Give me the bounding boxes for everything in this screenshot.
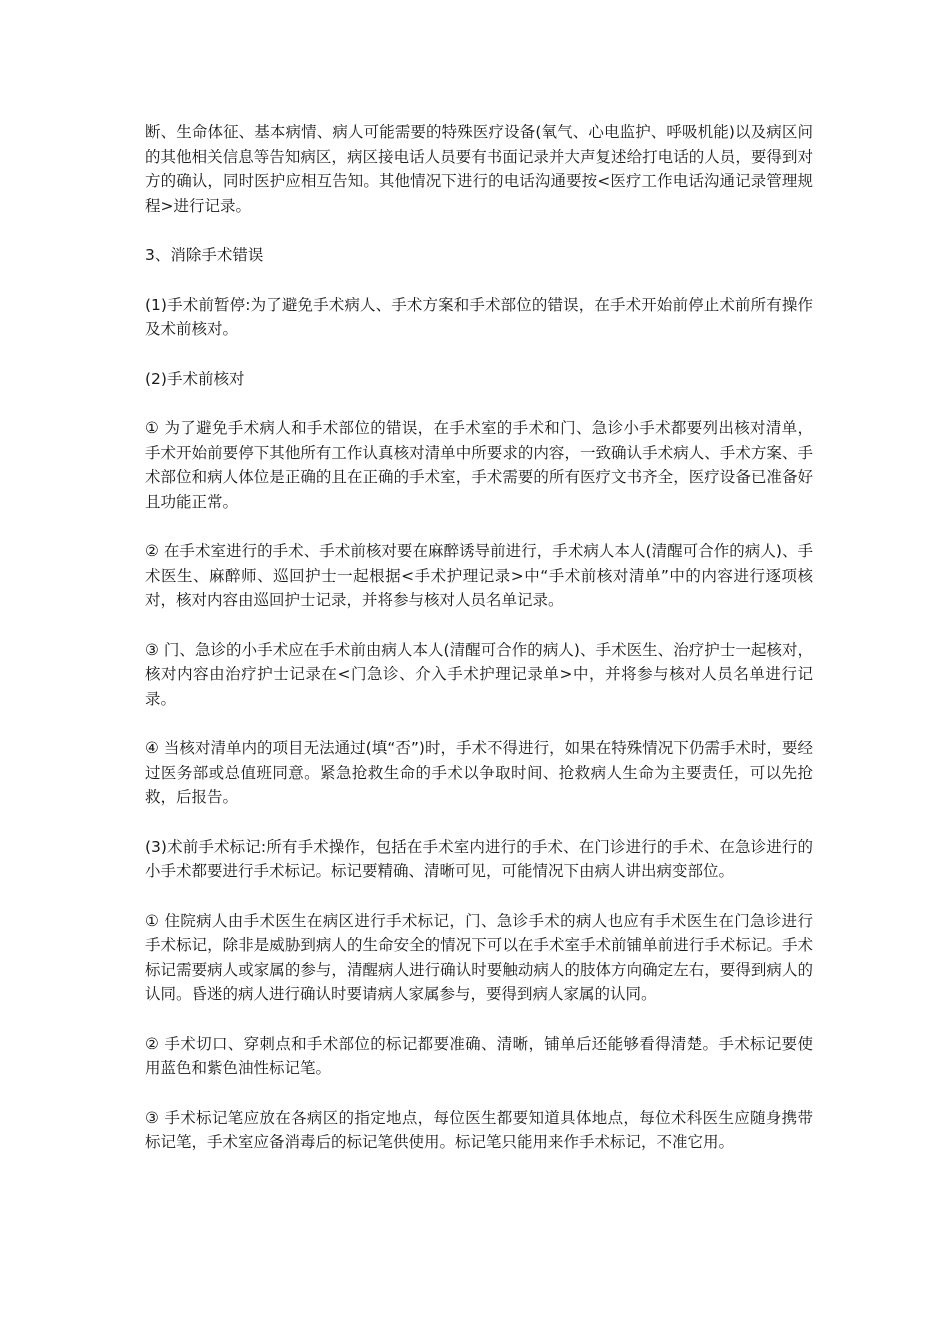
paragraph-surgical-marking: (3)术前手术标记:所有手术操作，包括在手术室内进行的手术、在门诊进行的手术、在急诊进行的小手术都要进行手术标记。标记要精确、清晰可见，可能情况下由病人讲出病变部位。: [145, 837, 813, 880]
paragraph-check-item-2: ② 在手术室进行的手术、手术前核对要在麻醉诱导前进行，手术病人本人(清醒可合作的病人)、手术医生、麻醉师、巡回护士一起根据<手术护理记录>中“手术前核对清单”中的内容进行逐项核对，核对内容由巡回护士记录，并将参与核对人员名单记录。: [145, 542, 813, 609]
paragraph-check-item-3: ③ 门、急诊的小手术应在手术前由病人本人(清醒可合作的病人)、手术医生、治疗护士一起核对，核对内容由治疗护士记录在<门急诊、介入手术护理记录单>中，并将参与核对人员名单进行记录。: [145, 640, 813, 708]
paragraph-preop-pause: (1)手术前暂停:为了避免手术病人、手术方案和手术部位的错误，在手术开始前停止术前所有操作及术前核对。: [145, 295, 813, 338]
paragraph-marking-item-3: ③ 手术标记笔应放在各病区的指定地点，每位医生都要知道具体地点，每位术科医生应随身携带标记笔，手术室应备消毒后的标记笔供使用。标记笔只能用来作手术标记，不准它用。: [145, 1108, 813, 1151]
paragraph-phone-communication: 断、生命体征、基本病情、病人可能需要的特殊医疗设备(氧气、心电监护、呼吸机能)以及病区问的其他相关信息等告知病区，病区接电话人员要有书面记录并大声复述给打电话的人员，要得到对方的确认，同时医护应相互告知。其他情况下进行的电话沟通要按<医疗工作电话沟通记录管理规程>进行记录。: [145, 123, 813, 215]
paragraph-check-item-4: ④ 当核对清单内的项目无法通过(填“否”)时，手术不得进行，如果在特殊情况下仍需手术时，要经过医务部或总值班同意。紧急抢救生命的手术以争取时间、抢救病人生命为主要责任，可以先抢救，后报告。: [145, 739, 813, 806]
paragraph-marking-item-1: ① 住院病人由手术医生在病区进行手术标记，门、急诊手术的病人也应有手术医生在门急诊进行手术标记，除非是威胁到病人的生命安全的情况下可以在手术室手术前铺单前进行手术标记。手术标记需要病人或家属的参与，清醒病人进行确认时要触动病人的肢体方向确定左右，要得到病人的认同。昏迷的病人进行确认时要请病人家属参与，要得到病人家属的认同。: [145, 911, 813, 1003]
section-heading-eliminate-surgical-errors: 3、消除手术错误: [145, 246, 264, 264]
paragraph-marking-item-2: ② 手术切口、穿刺点和手术部位的标记都要准确、清晰，铺单后还能够看得清楚。手术标记要使用蓝色和紫色油性标记笔。: [145, 1034, 813, 1077]
subheading-preop-check: (2)手术前核对: [145, 369, 245, 388]
paragraph-check-item-1: ① 为了避免手术病人和手术部位的错误，在手术室的手术和门、急诊小手术都要列出核对清单，手术开始前要停下其他所有工作认真核对清单中所要求的内容，一致确认手术病人、手术方案、手术部位和病人体位是正确的且在正确的手术室，手术需要的所有医疗文书齐全，医疗设备已准备好且功能正常。: [145, 419, 813, 511]
document-body: [145, 120, 813, 1180]
